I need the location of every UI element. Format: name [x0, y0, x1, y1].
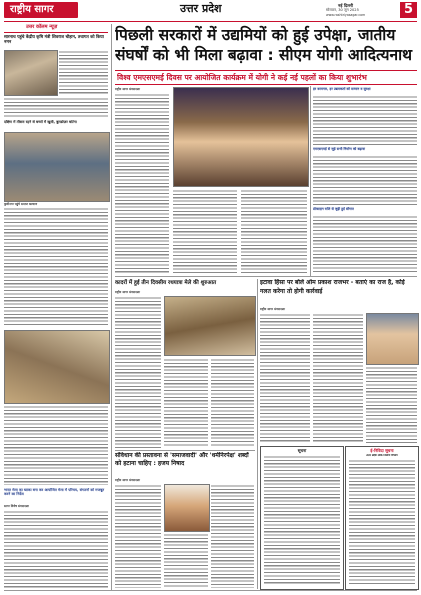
- lead-col3-text: [241, 189, 307, 273]
- section-title: उत्तर प्रदेश: [180, 2, 222, 15]
- paper-name-banner: [4, 2, 78, 18]
- lead-photo: [173, 87, 309, 187]
- center-divider: [257, 279, 258, 589]
- masthead: [0, 0, 421, 22]
- bottom-col3-text: [211, 484, 254, 588]
- right-story-headline: इटावा हिंसा पर बोले ओम प्रकाश राजभर - बताएं का राज है, कोई गलत करेगा तो होगी कार्रवाई: [260, 279, 405, 295]
- left-story3-text-b: [4, 510, 108, 588]
- right-story3-headline: प्रोत्साहन राशि से जुड़ी हुई सौगात: [313, 207, 354, 211]
- right-story-col2-text: [313, 313, 363, 443]
- page-number: 5: [404, 2, 414, 17]
- lead-subheadline: विश्व एमएसएमई दिवस पर आयोजित कार्यक्रम में योगी ने कई नई पहलों का किया शुभारंभ: [117, 73, 367, 82]
- date-line: सोमवार, 30 जून 2025: [326, 8, 359, 12]
- right-story-col3-text: [366, 366, 417, 443]
- left-story3-text-a: [4, 405, 108, 485]
- tender-ad: [345, 446, 419, 590]
- website: www.rashtriyasagar.com: [326, 13, 366, 17]
- bottom-headline: संविधान की प्रस्तावना से 'समाजवादी' और 'धर्मनिरपेक्ष' शब्दों को हटाना चाहिए : हजय निषाद: [115, 452, 249, 468]
- notice-ad-title: सूचना: [297, 448, 307, 453]
- left-story1-text-b: [4, 97, 108, 117]
- left-story2-byline: कुशीनगर पहुंचे समाज कल्याण: [4, 202, 38, 206]
- left-column: [4, 24, 108, 590]
- left-story2-text: [4, 207, 108, 327]
- mid-byline: राष्ट्रीय सागर संवाददाता: [115, 290, 141, 294]
- lead-col1-text: [115, 93, 169, 273]
- right-story1-headline: हर कामगार, हर उद्यमकर्ता को सम्मान व सुरक्षा: [313, 87, 371, 91]
- right-story-byline: राष्ट्रीय सागर संवाददाता: [260, 307, 286, 311]
- lead-subheadline-bar: [115, 70, 417, 85]
- bottom-byline: राष्ट्रीय सागर संवाददाता: [115, 478, 141, 482]
- footer-rule: [4, 590, 417, 591]
- lead-col2-text: [173, 189, 237, 273]
- left-story1-headline: सारनाथ पहुंचे केंद्रीय कृषि मंत्री शिवराज चौहान, तथागत को किया नमन: [4, 34, 104, 44]
- bottom-photo: [164, 484, 210, 532]
- mid-col2-text: [164, 358, 208, 448]
- mid-col1-text: [115, 296, 161, 448]
- paper-name: राष्ट्रीय सागर: [10, 4, 54, 15]
- left-story1-photo: [4, 50, 58, 96]
- bottom-col1-text: [115, 484, 161, 588]
- right-story2-text: [313, 155, 417, 205]
- left-column-divider: [111, 24, 112, 590]
- mid-rule: [115, 276, 417, 277]
- left-story3-headline: भारत मेला का खाका बना कर आयोजित मेला में परिचय, संगठनों को मजबूत करने का निर्देश: [4, 488, 105, 497]
- mid-headline: कादरों में हुई तीन दिवसीय रथयात्रा मेले की शुरुआत: [115, 280, 217, 286]
- right-story1-text: [313, 95, 417, 145]
- bottom-col2-text: [164, 533, 208, 588]
- date-city: नई दिल्ली: [338, 3, 353, 8]
- lead-headline: पिछली सरकारों में उद्यमियों को हुई उपेक्षा, जातीय संघर्षों को भी मिला बढ़ावा : सीएम योगी आदित्यनाथ: [115, 26, 413, 64]
- left-story3-photo: [4, 330, 110, 404]
- tender-ad-org: उत्तर प्रदेश लोक निर्माण विभाग: [366, 454, 398, 457]
- mid-col3-text: [211, 358, 254, 448]
- mid-photo: [164, 296, 256, 356]
- left-label-bar: [4, 24, 108, 33]
- notice-ad-text: [264, 455, 340, 585]
- masthead-rule: [4, 21, 417, 22]
- left-story2-photo: [4, 132, 110, 202]
- right-story-col1-text: [260, 313, 310, 443]
- notice-ad: [260, 446, 344, 590]
- left-story2-headline: दक्षिण में तीसरा रहने से बच्चों में खुशी, बुलडोज़र बांटेगा: [4, 120, 77, 124]
- left-label: उत्तर कॉलम न्यूज़: [26, 24, 58, 30]
- right-column-divider: [310, 86, 311, 276]
- left-story3-byline: सागर विशेष संवाददाता: [4, 504, 29, 508]
- lower-rule: [115, 450, 255, 451]
- left-story1-text-a: [59, 50, 108, 94]
- right-story3-text: [313, 215, 417, 273]
- lead-byline: राष्ट्रीय सागर संवाददाता: [115, 87, 141, 91]
- tender-ad-title: ई-निविदा सूचना: [370, 448, 394, 453]
- tender-ad-text: [349, 459, 415, 585]
- right-story-photo: [366, 313, 419, 365]
- page-number-box: [400, 2, 417, 18]
- right-story2-headline: एमएसएमई से जुड़े सभी निर्माण को बढ़ावा: [313, 147, 365, 151]
